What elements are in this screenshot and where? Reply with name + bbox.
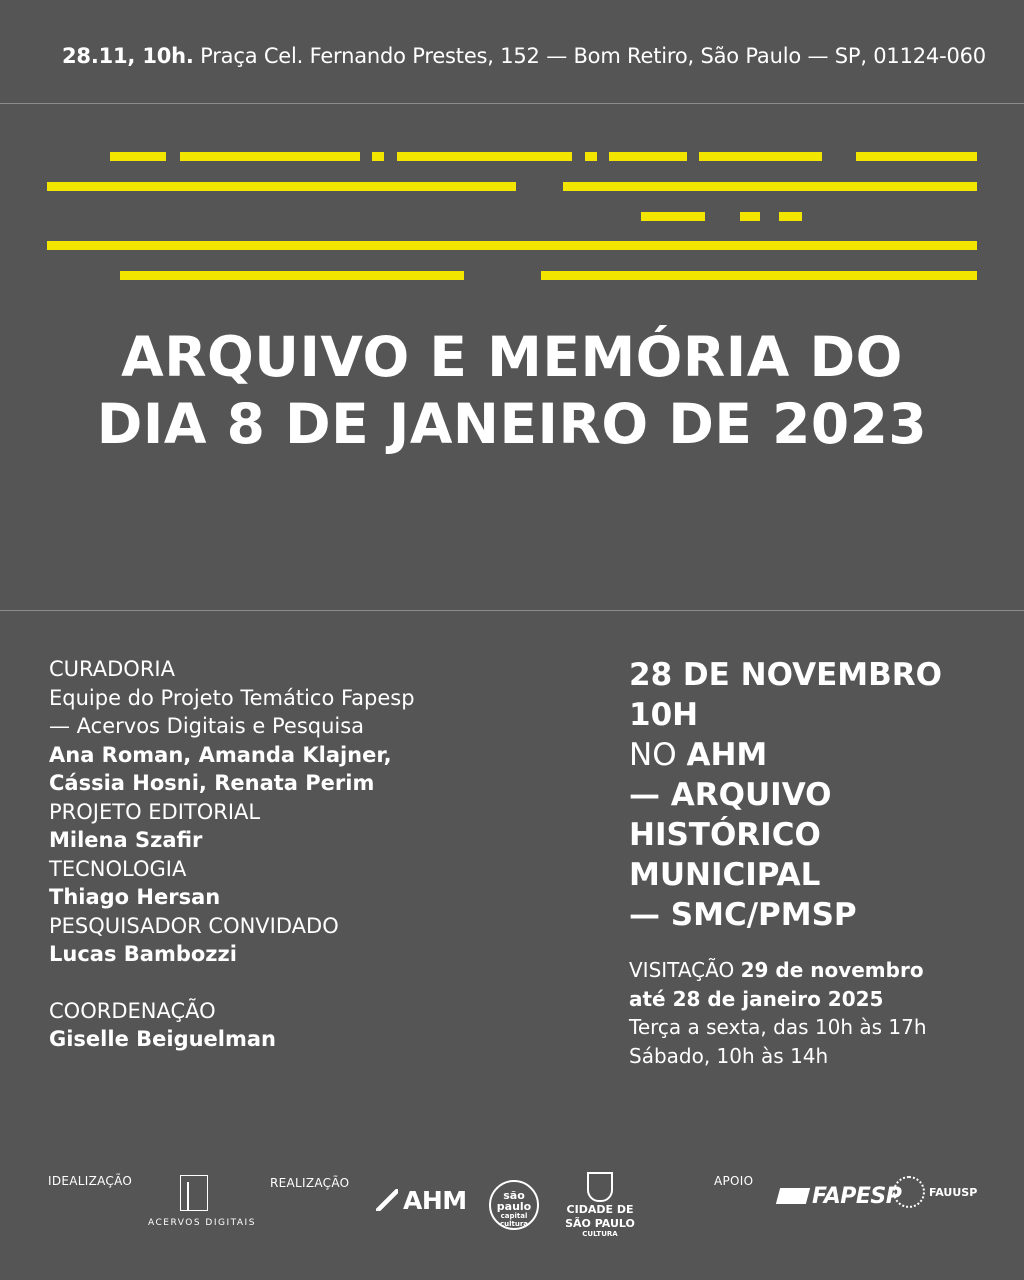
curadoria-line-1: Equipe do Projeto Temático Fapesp [49,685,415,710]
bar [609,152,687,161]
bar [585,152,597,161]
bar [47,182,516,191]
title-line-2: DIA 8 DE JANEIRO DE 2023 [96,392,928,456]
fapesp-logo-text: FAPESP [812,1184,902,1209]
fapesp-logo [778,1184,901,1209]
pesquisador-label: PESQUISADOR CONVIDADO [49,913,339,938]
visit-hours-2: Sábado, 10h às 14h [629,1043,829,1068]
sp-logo-line-4: cultura [499,1220,529,1228]
realizacao-label: REALIZAÇÃO [270,1176,350,1190]
address: Praça Cel. Fernando Prestes, 152 — Bom Retiro, São Paulo — SP, 01124-060 [200,44,986,68]
bar [740,212,760,221]
curadoria-line-2: — Acervos Digitais e Pesquisa [49,714,365,738]
event-date: 28 DE NOVEMBRO [629,657,942,693]
sp-logo-line-3: capital [500,1212,528,1220]
fauusp-logo-text: FAUUSP [929,1185,978,1199]
curadoria-label: CURADORIA [49,657,175,681]
apoio-label: APOIO [714,1174,754,1188]
bar [110,152,166,161]
city-crest-icon [587,1172,613,1202]
visit-period-line-1 [629,956,927,985]
tecnologia-name: Thiago Hersan [49,885,221,909]
redaction-bars-graphic [0,0,1024,300]
visit-period-2: até 28 de janeiro 2025 [629,986,884,1011]
visit-block [629,956,927,1070]
event-venue-line-2: HISTÓRICO [629,817,821,853]
curadoria-names-1: Ana Roman, Amanda Klajner, [49,742,392,767]
event-venue-short-line [629,735,942,775]
main-title [0,324,1024,458]
visit-period-1: 29 de novembro [740,958,924,982]
sp-logo-line-2: paulo [496,1200,532,1213]
coordenacao-name: Giselle Beiguelman [49,1027,277,1051]
ahm-logo-text: AHM [403,1186,467,1215]
event-at: NO [629,737,677,773]
sp-logo-line-1: são [503,1189,525,1202]
cidade-logo-line-2: SÃO PAULO [565,1217,635,1230]
curadoria-names-2: Cássia Hosni, Renata Perim [49,771,375,795]
fauusp-logo [893,1176,977,1208]
bar [699,152,822,161]
spacer [49,969,415,997]
event-block [629,655,942,935]
bar [120,271,464,280]
ahm-mark-icon [376,1189,398,1211]
cidade-logo-line-3: CULTURA [582,1230,618,1238]
bar [372,152,384,161]
event-venue-line-3: MUNICIPAL [629,857,821,893]
visit-label: VISITAÇÃO [629,958,735,982]
date-time: 28.11, 10h. [62,44,194,68]
bar [397,152,572,161]
fapesp-mark-icon [776,1188,810,1204]
bar [180,152,360,161]
editorial-label: PROJETO EDITORIAL [49,799,261,824]
acervos-digitais-logo-icon [180,1175,208,1211]
tecnologia-label: TECNOLOGIA [49,856,187,881]
acervos-digitais-logo-text: ACERVOS DIGITAIS [148,1218,256,1228]
idealizacao-label: IDEALIZAÇÃO [48,1174,133,1188]
event-venue-line-4: — SMC/PMSP [629,897,857,933]
visit-hours-1: Terça a sexta, das 10h às 17h [629,1015,927,1039]
event-venue-short: AHM [686,737,768,773]
cidade-de-sao-paulo-logo [563,1172,637,1238]
bar [641,212,705,221]
sun-icon [893,1176,925,1208]
editorial-name: Milena Szafir [49,828,203,852]
cidade-logo-line-1: CIDADE DE [566,1203,634,1216]
event-time: 10H [629,697,699,733]
event-venue-line-1: — ARQUIVO [629,777,832,813]
credits-block [49,655,415,1054]
bar [47,241,977,250]
pesquisador-name: Lucas Bambozzi [49,942,237,966]
title-line-1: ARQUIVO E MEMÓRIA DO [121,325,903,389]
sao-paulo-capital-cultura-logo [489,1180,539,1230]
divider [0,610,1024,611]
bar [541,271,977,280]
bar [856,152,977,161]
bar [563,182,977,191]
coordenacao-label: COORDENAÇÃO [49,998,216,1023]
ahm-logo [376,1186,467,1215]
bar [779,212,802,221]
